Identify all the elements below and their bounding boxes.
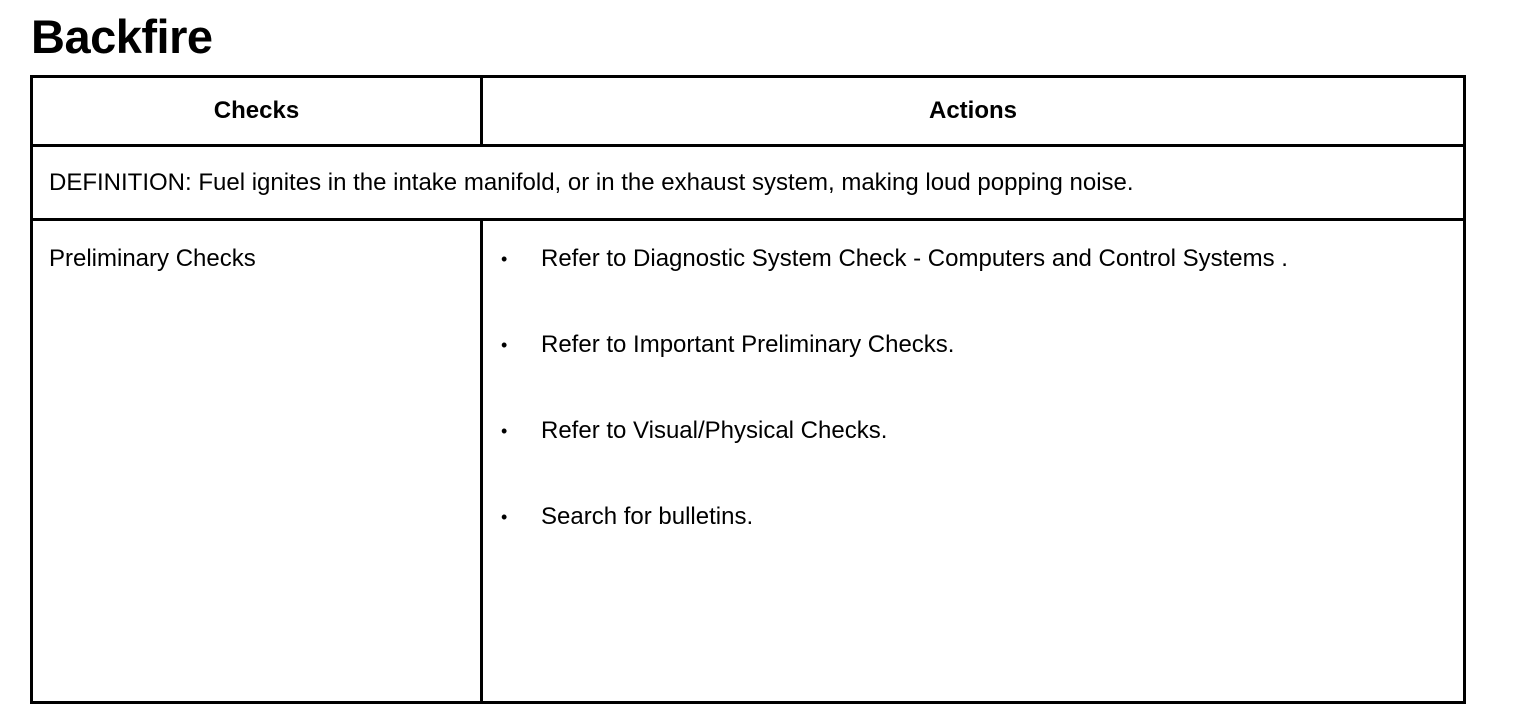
column-header-checks: Checks (32, 77, 482, 146)
bullet-icon: • (501, 421, 508, 441)
diagnostic-table (30, 75, 1466, 704)
bullet-icon: • (501, 249, 508, 269)
list-item (501, 417, 1463, 503)
list-item (501, 245, 1463, 331)
page-title: Backfire (31, 10, 213, 63)
definition-text: DEFINITION: Fuel ignites in the intake manifold, or in the exhaust system, making loud popping noise. (32, 146, 1465, 220)
actions-list (501, 245, 1463, 589)
table-row (32, 220, 1465, 703)
bullet-icon: • (501, 507, 508, 527)
bullet-icon: • (501, 335, 508, 355)
actions-cell (482, 220, 1465, 703)
check-cell: Preliminary Checks (32, 220, 482, 703)
list-item (501, 331, 1463, 417)
action-text: Refer to Important Preliminary Checks. (541, 331, 955, 358)
table-header-row (32, 77, 1465, 146)
action-text: Refer to Visual/Physical Checks. (541, 417, 888, 444)
list-item (501, 503, 1463, 589)
action-text: Refer to Diagnostic System Check - Computers and Control Systems . (541, 245, 1288, 272)
definition-row (32, 146, 1465, 220)
action-text: Search for bulletins. (541, 503, 754, 530)
column-header-actions: Actions (482, 77, 1465, 146)
